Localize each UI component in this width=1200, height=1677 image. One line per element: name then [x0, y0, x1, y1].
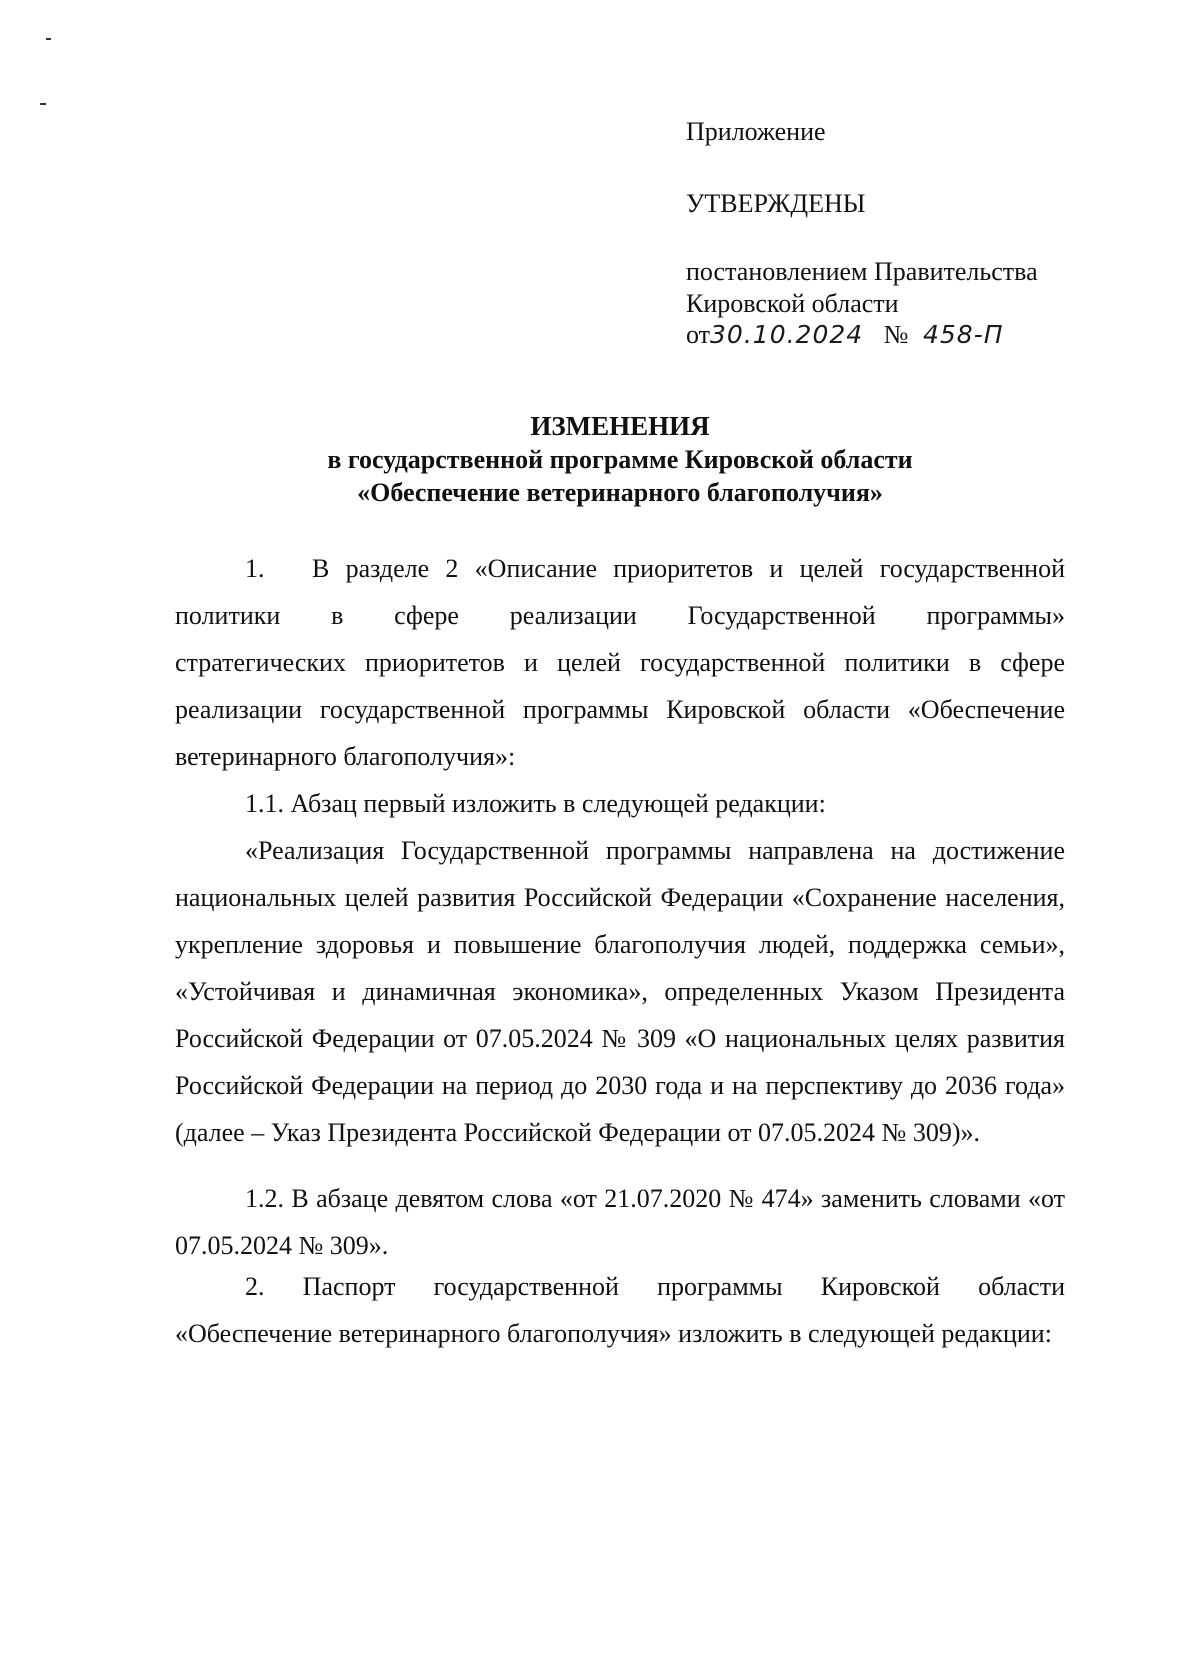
- approved-by-line1: постановлением Правительства: [686, 257, 1038, 286]
- approved-label: УТВЕРЖДЕНЫ: [686, 189, 866, 218]
- paragraph-1-second-line: политики в сфере реализации Государственной программы»: [175, 601, 1065, 630]
- title-line2: в государственной программе Кировской области: [327, 445, 913, 474]
- date-prefix: от: [686, 320, 711, 349]
- scan-speck: [40, 103, 46, 105]
- paragraph-1-first-line: [175, 545, 1065, 592]
- handwritten-date: 30.10.2024: [710, 320, 864, 349]
- approval-date-line: [686, 319, 1004, 351]
- title-line1: ИЗМЕНЕНИЯ: [530, 411, 710, 441]
- handwritten-number: 458-П: [922, 320, 1004, 349]
- title-line3: «Обеспечение ветеринарного благополучия»: [357, 478, 883, 507]
- paragraph-1-rest: стратегических приоритетов и целей государственной политики в сфере реализации государственной программы Кировской области «Обеспечение ветеринарного благополучия»:: [175, 648, 1065, 771]
- document-title: [175, 410, 1065, 509]
- scan-speck: [46, 38, 51, 40]
- paragraph-2: 2. Паспорт государственной программы Кировской области «Обеспечение ветеринарного благополучия» изложить в следующей редакции:: [175, 1272, 1065, 1348]
- paragraph-1-number: 1.: [245, 554, 265, 583]
- approved-by-line2: Кировской области: [686, 289, 899, 318]
- appendix-label: Приложение: [686, 117, 826, 146]
- quoted-new-wording: «Реализация Государственной программы направлена на достижение национальных целей развития Российской Федерации «Сохранение населения, укрепление здоровья и повышение благополучия людей, поддержка семьи», «Устойчивая и динамичная экономика», определенных Указом Президента Российской Федерации от 07.05.2024 № 309 «О национальных целях развития Российской Федерации на период до 2030 года и на перспективу до 2036 года» (далее – Указ Президента Российской Федерации от 07.05.2024 № 309)».: [175, 836, 1065, 1147]
- number-prefix: №: [883, 320, 909, 349]
- paragraph-1-1: 1.1. Абзац первый изложить в следующей редакции:: [245, 789, 826, 818]
- paragraph-1-2: 1.2. В абзаце девятом слова «от 21.07.2020 № 474» заменить словами «от 07.05.2024 № 309».: [175, 1184, 1065, 1260]
- paragraph-1-line1: В разделе 2 «Описание приоритетов и целей государственной: [312, 554, 1065, 583]
